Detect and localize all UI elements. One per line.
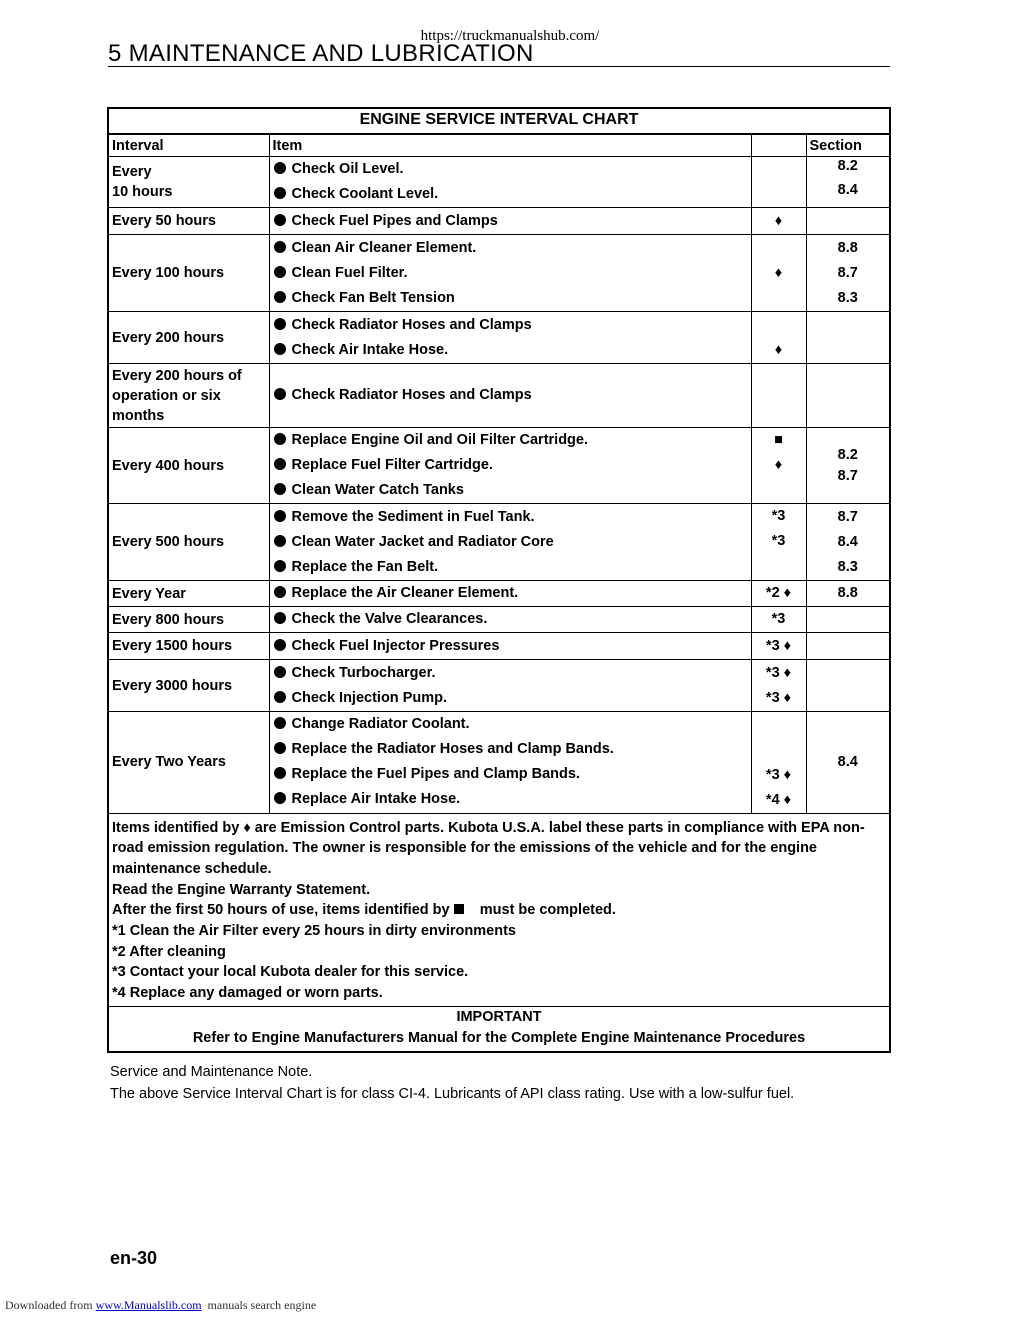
item-cell xyxy=(269,428,751,504)
item-line xyxy=(270,581,751,606)
bullet-icon xyxy=(274,483,286,495)
item-cell xyxy=(269,660,751,712)
item-line xyxy=(270,530,751,555)
item-line xyxy=(270,313,751,338)
page-number: en-30 xyxy=(110,1248,158,1268)
interval-cell: Every Two Years xyxy=(109,712,269,813)
mark-symbol: *4 ♦ xyxy=(765,791,792,808)
section-ref: 8.4 xyxy=(837,533,858,550)
table-row xyxy=(109,364,889,428)
page-title: 5 MAINTENANCE AND LUBRICATION xyxy=(108,40,534,67)
interval-cell: Every 1500 hours xyxy=(109,633,269,660)
bullet-icon xyxy=(274,241,286,253)
item-text: Check Fuel Pipes and Clamps xyxy=(291,212,498,229)
item-text: Check Injection Pump. xyxy=(291,689,447,706)
item-line xyxy=(270,686,751,711)
item-text: Replace Fuel Filter Cartridge. xyxy=(291,457,493,473)
item-line xyxy=(270,338,751,363)
item-cell xyxy=(269,208,751,235)
item-line xyxy=(270,661,751,686)
bullet-icon xyxy=(274,612,286,624)
item-cell xyxy=(269,633,751,660)
item-line xyxy=(270,236,751,261)
table-row xyxy=(109,633,889,660)
item-line xyxy=(270,286,751,311)
item-line xyxy=(270,157,751,182)
service-interval-chart xyxy=(107,107,891,1053)
item-cell xyxy=(269,504,751,581)
section-cell xyxy=(806,712,889,813)
bullet-icon xyxy=(274,666,286,678)
bullet-icon xyxy=(274,535,286,547)
bullet-icon xyxy=(274,792,286,804)
table-row xyxy=(109,581,889,607)
table-row xyxy=(109,660,889,712)
item-cell xyxy=(269,712,751,813)
interval-cell: Every 200 hours of operation or six months xyxy=(109,364,269,428)
source-url: https://truckmanualshub.com/ xyxy=(420,28,600,44)
item-text: Check Radiator Hoses and Clamps xyxy=(291,387,532,403)
item-text: Check Coolant Level. xyxy=(291,186,439,202)
item-text: Clean Fuel Filter. xyxy=(291,264,408,281)
mark-cell xyxy=(751,581,806,607)
item-cell xyxy=(269,157,751,208)
title-rule xyxy=(108,66,890,67)
item-text: Clean Air Cleaner Element. xyxy=(291,239,477,256)
mark-cell xyxy=(751,660,806,712)
mark-cell xyxy=(751,208,806,235)
diamond-icon: ♦ xyxy=(243,819,251,836)
mark-symbol: *3 ♦ xyxy=(765,664,792,681)
section-ref: 8.7 xyxy=(837,467,858,484)
item-text: Replace the Radiator Hoses and Clamp Bands. xyxy=(291,741,614,758)
service-note-title: Service and Maintenance Note. xyxy=(110,1064,313,1080)
manualslib-link[interactable]: www.Manualslib.com xyxy=(95,1298,202,1312)
section-ref: 8.2 xyxy=(837,446,858,463)
emission-note: Items identified by ♦ are Emission Control parts. Kubota U.S.A. label these parts in compliance with EPA non-road emission regulation. The owner is responsible for the emissions of the vehicle and for the engine maintenance schedule. xyxy=(112,819,865,877)
section-ref: 8.3 xyxy=(837,558,858,575)
item-line xyxy=(270,712,751,737)
bullet-icon xyxy=(274,266,286,278)
section-cell xyxy=(806,208,889,235)
section-ref: 8.8 xyxy=(837,239,858,256)
mark-cell xyxy=(751,633,806,660)
item-text: Clean Water Jacket and Radiator Core xyxy=(291,533,554,550)
bullet-icon xyxy=(274,586,286,598)
header-mark xyxy=(751,135,806,157)
mark-cell xyxy=(751,607,806,633)
mark-symbol: ♦ xyxy=(774,212,783,229)
item-line xyxy=(270,478,751,503)
interval-cell: Every 100 hours xyxy=(109,235,269,312)
footnote-2: *2 After cleaning xyxy=(112,943,226,960)
bullet-icon xyxy=(274,691,286,703)
table-row xyxy=(109,504,889,581)
section-cell xyxy=(806,157,889,208)
bullet-icon xyxy=(274,318,286,330)
chart-title: ENGINE SERVICE INTERVAL CHART xyxy=(109,109,889,134)
item-cell xyxy=(269,312,751,364)
item-text: Check the Valve Clearances. xyxy=(291,611,488,627)
important-text: Refer to Engine Manufacturers Manual for the Complete Engine Maintenance Procedures xyxy=(192,1029,806,1046)
mark-symbol: *3 xyxy=(771,508,786,524)
interval-cell: Every 400 hours xyxy=(109,428,269,504)
item-text: Check Air Intake Hose. xyxy=(291,341,449,358)
mark-symbol: *2 ♦ xyxy=(765,585,792,601)
item-text: Check Fan Belt Tension xyxy=(291,289,455,306)
bullet-icon xyxy=(274,187,286,199)
table-row xyxy=(109,208,889,235)
item-text: Replace the Air Cleaner Element. xyxy=(291,585,519,601)
warranty-note: Read the Engine Warranty Statement. xyxy=(112,881,371,898)
item-line xyxy=(270,182,751,207)
section-cell xyxy=(806,364,889,428)
item-line xyxy=(270,505,751,530)
interval-cell: Every 200 hours xyxy=(109,312,269,364)
mark-symbol: ♦ xyxy=(774,342,783,358)
item-cell xyxy=(269,235,751,312)
header-row xyxy=(109,135,889,157)
mark-cell xyxy=(751,157,806,208)
interval-cell: Every Year xyxy=(109,581,269,607)
interval-cell: Every 800 hours xyxy=(109,607,269,633)
bullet-icon xyxy=(274,767,286,779)
bullet-icon xyxy=(274,717,286,729)
service-note-text: The above Service Interval Chart is for class CI-4. Lubricants of API class rating. Use with a low-sulfur fuel. xyxy=(110,1085,795,1102)
section-ref: 8.4 xyxy=(837,753,858,770)
item-text: Replace Air Intake Hose. xyxy=(291,791,461,808)
item-line xyxy=(270,607,751,632)
mark-cell xyxy=(751,235,806,312)
item-line xyxy=(270,453,751,478)
item-line xyxy=(270,261,751,286)
section-ref: 8.4 xyxy=(837,182,858,198)
section-cell xyxy=(806,581,889,607)
table-row xyxy=(109,235,889,312)
important-title: IMPORTANT xyxy=(456,1008,542,1025)
section-ref: 8.3 xyxy=(837,289,858,306)
mark-cell xyxy=(751,428,806,504)
section-cell xyxy=(806,633,889,660)
footnote-3: *3 Contact your local Kubota dealer for this service. xyxy=(112,964,469,981)
item-text: Check Turbocharger. xyxy=(291,664,436,681)
mark-symbol: *3 ♦ xyxy=(765,689,792,706)
section-ref: 8.8 xyxy=(837,585,858,601)
bullet-icon xyxy=(274,388,286,400)
section-cell xyxy=(806,660,889,712)
table-row xyxy=(109,312,889,364)
item-line xyxy=(270,428,751,453)
interval-cell: Every 10 hours xyxy=(109,157,269,208)
bullet-icon xyxy=(274,291,286,303)
service-note xyxy=(110,1062,794,1105)
item-text: Replace Engine Oil and Oil Filter Cartridge. xyxy=(291,432,589,448)
mark-symbol: *3 xyxy=(771,533,786,549)
section-cell xyxy=(806,312,889,364)
section-cell xyxy=(806,235,889,312)
item-line xyxy=(270,737,751,762)
item-cell xyxy=(269,581,751,607)
interval-cell: Every 3000 hours xyxy=(109,660,269,712)
footnote-1: *1 Clean the Air Filter every 25 hours in dirty environments xyxy=(112,923,516,940)
mark-symbol: ■ xyxy=(774,432,783,448)
item-text: Replace the Fan Belt. xyxy=(291,558,439,575)
mark-symbol: *3 xyxy=(771,611,786,627)
header-item: Item xyxy=(269,135,751,157)
bullet-icon xyxy=(274,742,286,754)
section-cell xyxy=(806,504,889,581)
mark-cell xyxy=(751,312,806,364)
item-line xyxy=(270,209,751,234)
mark-cell xyxy=(751,364,806,428)
item-text: Check Fuel Injector Pressures xyxy=(291,637,500,654)
item-text: Remove the Sediment in Fuel Tank. xyxy=(291,508,535,525)
footnote-4: *4 Replace any damaged or worn parts. xyxy=(112,985,383,1002)
first-50-hours-note: After the first 50 hours of use, items identified by must be completed. xyxy=(112,902,616,919)
item-text: Clean Water Catch Tanks xyxy=(291,482,464,498)
header-section: Section xyxy=(806,135,889,157)
table-row xyxy=(109,428,889,504)
mark-symbol: ♦ xyxy=(774,457,783,473)
table-row xyxy=(109,157,889,208)
interval-cell: Every 50 hours xyxy=(109,208,269,235)
square-icon xyxy=(454,904,464,914)
bullet-icon xyxy=(274,560,286,572)
interval-cell: Every 500 hours xyxy=(109,504,269,581)
section-cell xyxy=(806,607,889,633)
bullet-icon xyxy=(274,458,286,470)
interval-table xyxy=(109,134,889,813)
chart-notes xyxy=(109,813,889,1006)
table-row xyxy=(109,712,889,813)
header-interval: Interval xyxy=(109,135,269,157)
item-line xyxy=(270,762,751,787)
item-text: Check Oil Level. xyxy=(291,161,404,177)
download-credit: Downloaded from www.Manualslib.com manuals search engine xyxy=(5,1298,317,1312)
bullet-icon xyxy=(274,162,286,174)
table-row xyxy=(109,607,889,633)
bullet-icon xyxy=(274,343,286,355)
item-text: Change Radiator Coolant. xyxy=(291,716,470,733)
item-line xyxy=(270,555,751,580)
item-line xyxy=(270,787,751,812)
item-line xyxy=(270,383,751,408)
item-cell xyxy=(269,607,751,633)
item-text: Replace the Fuel Pipes and Clamp Bands. xyxy=(291,766,580,783)
mark-cell xyxy=(751,712,806,813)
bullet-icon xyxy=(274,510,286,522)
item-text: Check Radiator Hoses and Clamps xyxy=(291,316,532,333)
section-ref: 8.7 xyxy=(837,264,858,281)
item-line xyxy=(270,634,751,659)
mark-cell xyxy=(751,504,806,581)
mark-symbol: ♦ xyxy=(774,264,783,281)
mark-symbol: *3 ♦ xyxy=(765,637,792,654)
section-cell xyxy=(806,428,889,504)
bullet-icon xyxy=(274,639,286,651)
important-box xyxy=(109,1006,889,1051)
item-cell xyxy=(269,364,751,428)
bullet-icon xyxy=(274,214,286,226)
bullet-icon xyxy=(274,433,286,445)
section-ref: 8.2 xyxy=(837,158,858,174)
section-ref: 8.7 xyxy=(837,508,858,525)
mark-symbol: *3 ♦ xyxy=(765,766,792,783)
